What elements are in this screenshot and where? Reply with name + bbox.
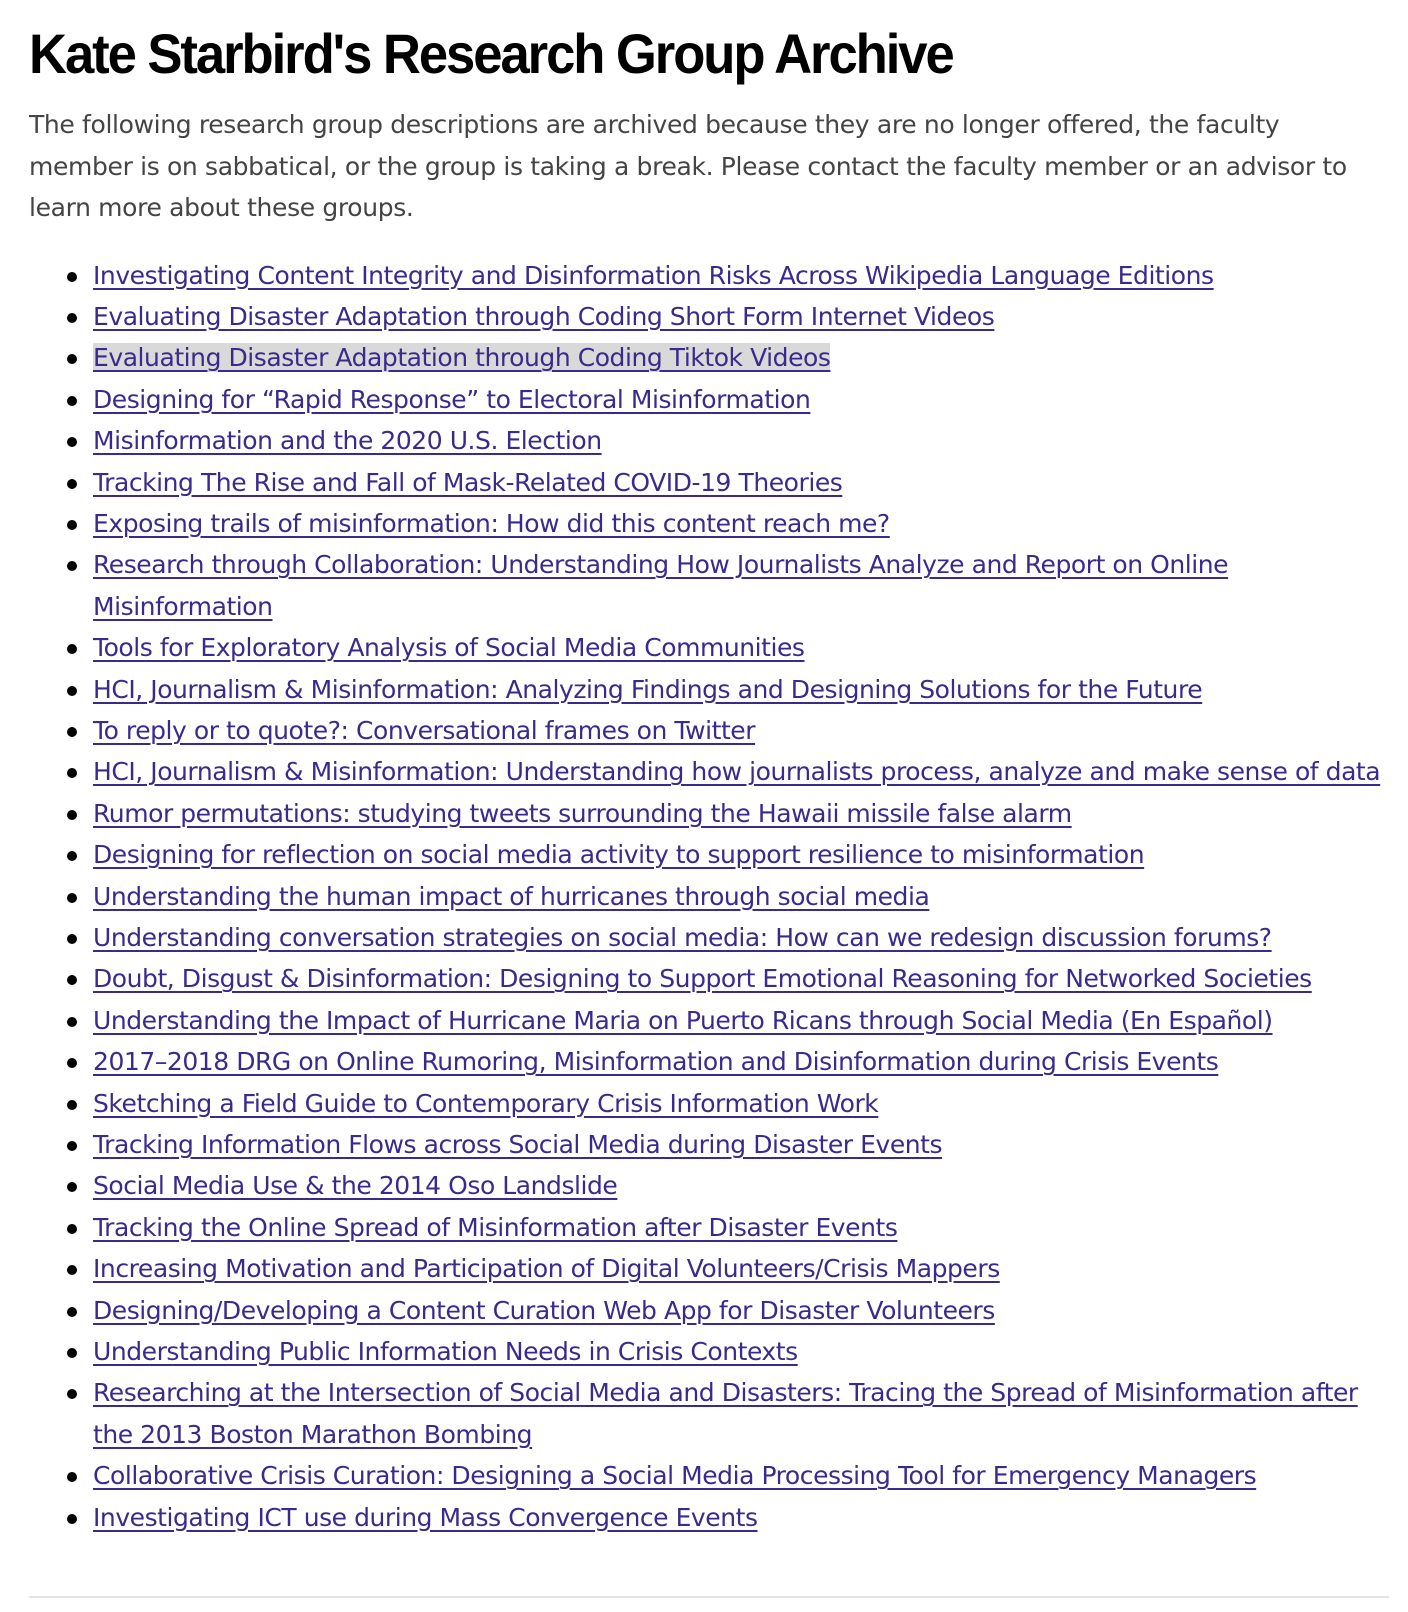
- list-item: [93, 462, 1393, 503]
- research-group-link[interactable]: Evaluating Disaster Adaptation through Coding Tiktok Videos: [93, 343, 831, 373]
- list-item: [93, 1041, 1393, 1082]
- research-group-link[interactable]: Tracking The Rise and Fall of Mask-Related COVID-19 Theories: [93, 467, 843, 497]
- list-item: [93, 1124, 1393, 1165]
- page-title: Kate Starbird's Research Group Archive: [29, 22, 953, 85]
- list-item: [93, 379, 1393, 420]
- list-item: [93, 503, 1393, 544]
- bullet-icon: [67, 396, 77, 406]
- list-item: [93, 255, 1393, 296]
- list-item: [93, 917, 1393, 958]
- research-group-link[interactable]: Understanding the human impact of hurricanes through social media: [93, 881, 930, 911]
- bullet-icon: [67, 1348, 77, 1358]
- list-item: [93, 1290, 1393, 1331]
- research-group-link[interactable]: Misinformation and the 2020 U.S. Election: [93, 426, 602, 456]
- research-group-link[interactable]: Investigating Content Integrity and Disinformation Risks Across Wikipedia Language Editions: [93, 260, 1214, 290]
- list-item: [93, 1000, 1393, 1041]
- bullet-icon: [67, 644, 77, 654]
- bottom-divider: [29, 1596, 1389, 1598]
- research-group-link[interactable]: To reply or to quote?: Conversational frames on Twitter: [93, 715, 756, 745]
- bullet-icon: [67, 810, 77, 820]
- research-group-link[interactable]: Investigating ICT use during Mass Convergence Events: [93, 1502, 758, 1532]
- research-group-link[interactable]: Understanding conversation strategies on social media: How can we redesign discussion forums?: [93, 923, 1272, 952]
- list-item: [93, 1497, 1393, 1538]
- research-group-link[interactable]: Designing for “Rapid Response” to Electoral Misinformation: [93, 384, 811, 414]
- bullet-icon: [67, 1265, 77, 1275]
- bullet-icon: [67, 1058, 77, 1068]
- research-group-link[interactable]: Social Media Use & the 2014 Oso Landslide: [93, 1171, 618, 1201]
- bullet-icon: [67, 561, 77, 571]
- research-group-link[interactable]: Evaluating Disaster Adaptation through Coding Short Form Internet Videos: [93, 301, 995, 331]
- intro-paragraph: The following research group descriptions are archived because they are no longer offered, the faculty member is on sabbatical, or the group is taking a break. Please contact the faculty member or an advisor to learn more about these groups.: [29, 110, 1347, 222]
- list-item: [93, 1248, 1393, 1289]
- research-group-link[interactable]: Rumor permutations: studying tweets surrounding the Hawaii missile false alarm: [93, 798, 1072, 828]
- bullet-icon: [67, 1224, 77, 1234]
- list-item: [93, 1207, 1393, 1248]
- bullet-icon: [67, 686, 77, 696]
- research-group-link[interactable]: Understanding the Impact of Hurricane Maria on Puerto Ricans through Social Media (En Español): [93, 1005, 1273, 1035]
- list-item: [93, 1165, 1393, 1206]
- bullet-icon: [67, 851, 77, 861]
- bullet-icon: [67, 354, 77, 364]
- bullet-icon: [67, 313, 77, 323]
- list-item: [93, 710, 1393, 751]
- bullet-icon: [67, 1100, 77, 1110]
- bullet-icon: [67, 520, 77, 530]
- research-group-link[interactable]: Doubt, Disgust & Disinformation: Designing to Support Emotional Reasoning for Networked Societies: [93, 964, 1312, 994]
- list-item: [93, 296, 1393, 337]
- research-group-link[interactable]: Understanding Public Information Needs in Crisis Contexts: [93, 1337, 798, 1367]
- bullet-icon: [67, 893, 77, 903]
- bullet-icon: [67, 479, 77, 489]
- list-item: [93, 1455, 1393, 1496]
- list-item: [93, 544, 1393, 627]
- research-group-link[interactable]: Exposing trails of misinformation: How did this content reach me?: [93, 508, 890, 538]
- bullet-icon: [67, 1472, 77, 1482]
- research-group-link[interactable]: Research through Collaboration: Understanding How Journalists Analyze and Report on Online Misinformation: [93, 550, 1229, 621]
- bullet-icon: [67, 272, 77, 282]
- research-group-link[interactable]: Tracking Information Flows across Social Media during Disaster Events: [93, 1130, 943, 1160]
- list-item: [93, 958, 1393, 999]
- list-item: [93, 1331, 1393, 1372]
- list-item: [93, 669, 1393, 710]
- research-group-link[interactable]: Increasing Motivation and Participation of Digital Volunteers/Crisis Mappers: [93, 1254, 1000, 1284]
- list-item: [93, 337, 1393, 378]
- archive-page: [29, 0, 1389, 1538]
- research-group-link[interactable]: Designing for reflection on social media activity to support resilience to misinformation: [93, 840, 1145, 870]
- research-group-link[interactable]: Designing/Developing a Content Curation Web App for Disaster Volunteers: [93, 1295, 995, 1325]
- bullet-icon: [67, 1182, 77, 1192]
- bullet-icon: [67, 1141, 77, 1151]
- bullet-icon: [67, 1514, 77, 1524]
- list-item: [93, 834, 1393, 875]
- bullet-icon: [67, 1307, 77, 1317]
- research-group-link[interactable]: Researching at the Intersection of Social Media and Disasters: Tracing the Spread of Misinformation after the 2013 Boston Marathon Bombing: [93, 1378, 1358, 1449]
- bullet-icon: [67, 437, 77, 447]
- research-group-link[interactable]: HCI, Journalism & Misinformation: Analyzing Findings and Designing Solutions for the Future: [93, 674, 1203, 704]
- research-group-link[interactable]: Tools for Exploratory Analysis of Social Media Communities: [93, 633, 805, 663]
- list-item: [93, 793, 1393, 834]
- bullet-icon: [67, 934, 77, 944]
- research-group-link[interactable]: Tracking the Online Spread of Misinformation after Disaster Events: [93, 1212, 898, 1242]
- bullet-icon: [67, 768, 77, 778]
- bullet-icon: [67, 1017, 77, 1027]
- research-group-list: [29, 255, 1393, 1539]
- list-item: [93, 1372, 1393, 1455]
- list-item: [93, 751, 1393, 792]
- research-group-link[interactable]: Collaborative Crisis Curation: Designing a Social Media Processing Tool for Emergency Managers: [93, 1461, 1257, 1491]
- bullet-icon: [67, 1389, 77, 1399]
- list-item: [93, 627, 1393, 668]
- research-group-link[interactable]: HCI, Journalism & Misinformation: Understanding how journalists process, analyze and make sense of data: [93, 757, 1381, 787]
- bullet-icon: [67, 975, 77, 985]
- research-group-link[interactable]: 2017–2018 DRG on Online Rumoring, Misinformation and Disinformation during Crisis Events: [93, 1047, 1219, 1077]
- research-group-link[interactable]: Sketching a Field Guide to Contemporary Crisis Information Work: [93, 1088, 879, 1118]
- bullet-icon: [67, 727, 77, 737]
- list-item: [93, 1083, 1393, 1124]
- list-item: [93, 876, 1393, 917]
- list-item: [93, 420, 1393, 461]
